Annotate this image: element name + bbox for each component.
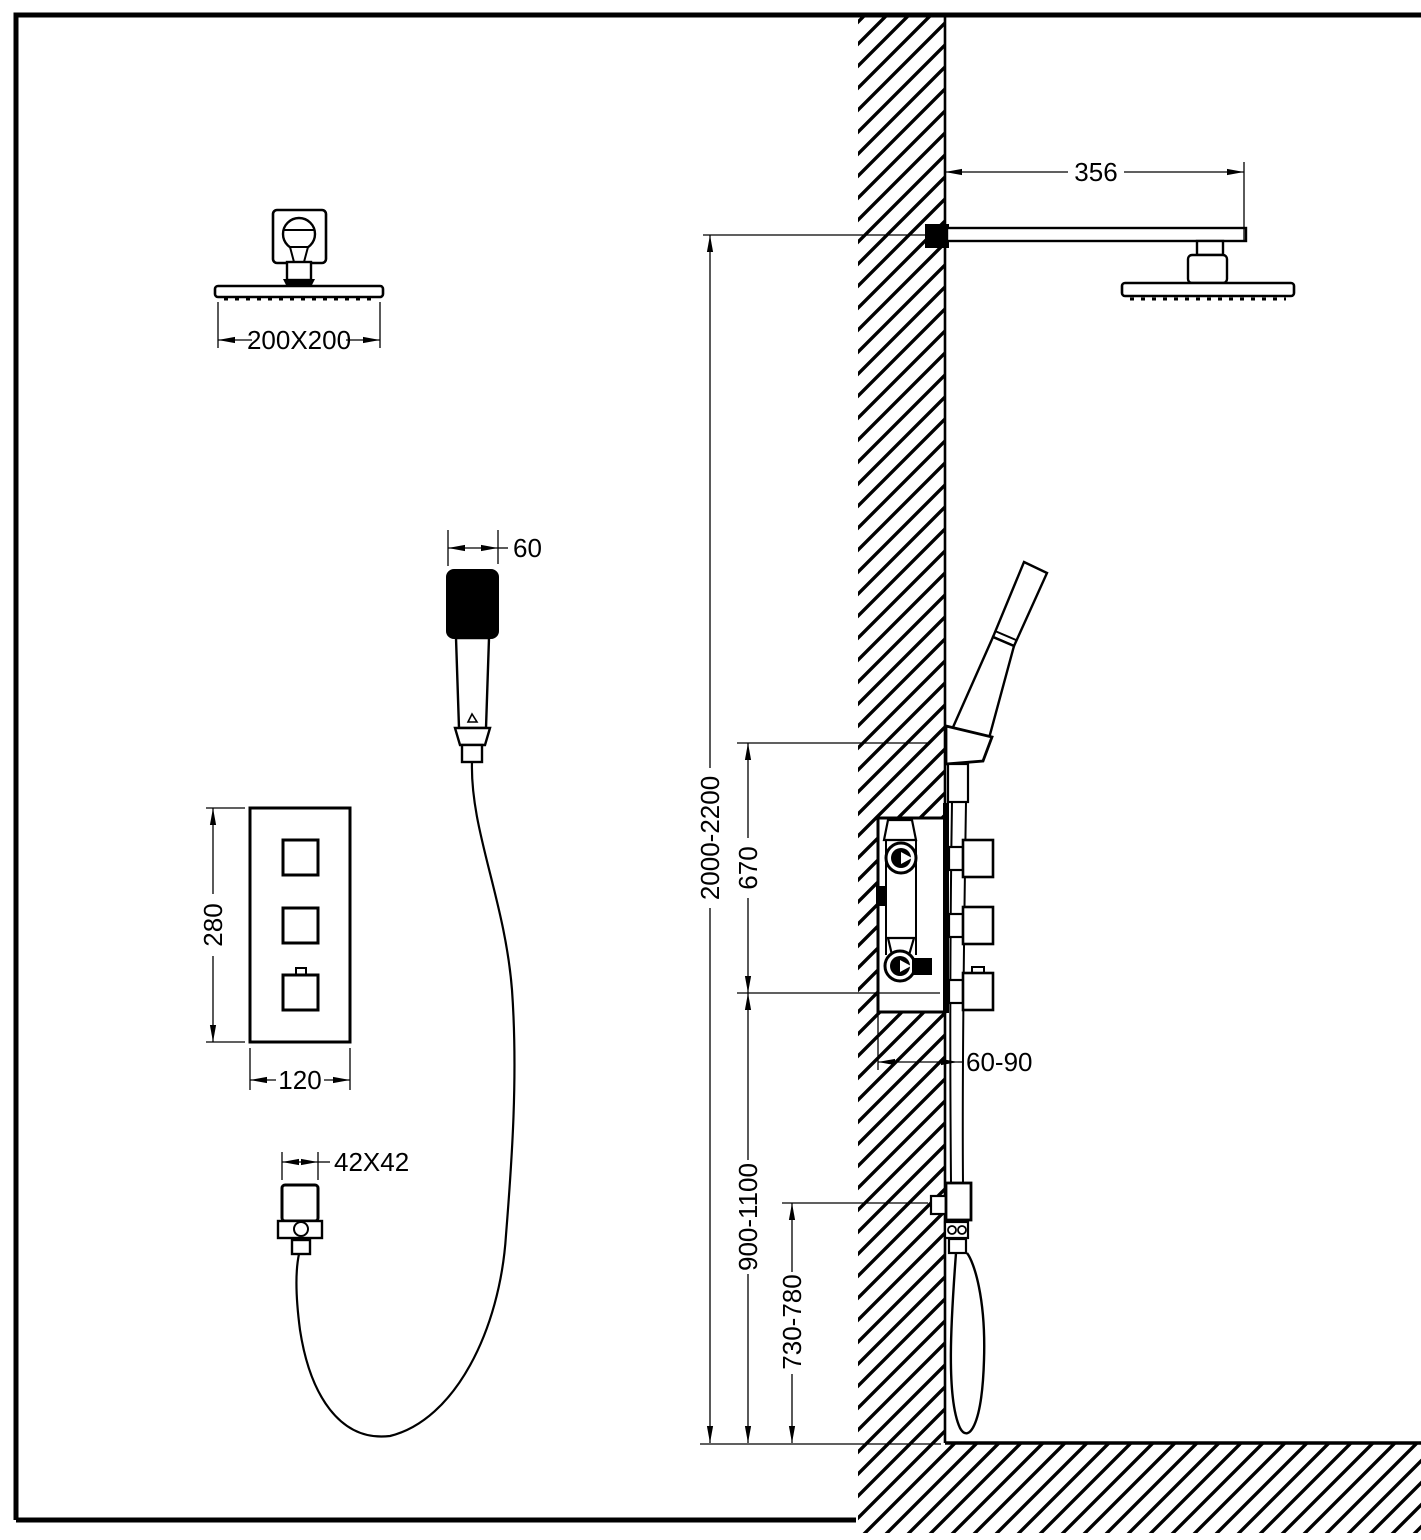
dimension-label-holder-to-valve: 670: [733, 846, 763, 890]
outlet-body-side: [946, 1183, 971, 1220]
knob-top-side: [963, 840, 993, 877]
dimension-label-arm-length: 356: [1074, 157, 1118, 187]
dimension-label-overhead-height: 2000-2200: [695, 775, 725, 901]
ball-joint: [283, 218, 315, 250]
valve-knob-top: [283, 840, 318, 875]
dimension-label-outlet-height: 730-780: [777, 1274, 807, 1370]
hand-shower-side-view: [946, 562, 1047, 1183]
valve-trim-front-view: [250, 808, 350, 1042]
dimension-label-hand-shower-width: 60: [513, 533, 542, 563]
overhead-shower-side-view: [703, 224, 1294, 299]
hanging-hose-loop: [951, 1253, 984, 1433]
dimension-label-overhead-size: 200X200: [246, 325, 352, 355]
valve-top-port: [884, 820, 916, 840]
floor-hatch: [858, 1443, 1421, 1533]
hand-shower-head: [447, 570, 498, 638]
nut-detail: [948, 1226, 956, 1234]
dimension-valve-height: [733, 993, 763, 1443]
dimension-label-panel-height: 280: [198, 903, 228, 947]
holder-hose-coupler: [948, 764, 968, 802]
knob-middle-side: [963, 907, 993, 944]
dimension-label-recess-depth: 60-90: [966, 1047, 1033, 1077]
shower-head-side: [1122, 283, 1294, 296]
valve-side-port: [876, 886, 886, 906]
valve-knob-bottom: [283, 975, 318, 1010]
ball-joint-cone: [290, 247, 308, 262]
hose-nut: [462, 745, 482, 762]
wall-outlet-front-view: [278, 1147, 409, 1254]
valve-side-view: [876, 803, 993, 1013]
outlet-nut-boss: [294, 1222, 308, 1236]
dimension-overhead-height: [695, 235, 725, 1443]
outlet-escutcheon: [282, 1185, 318, 1221]
dimension-overhead-size: [218, 302, 380, 355]
outlet-connector: [292, 1240, 310, 1254]
wall-section: [700, 15, 1421, 1533]
knob-bottom-side: [963, 973, 993, 1010]
shower-arm: [947, 228, 1246, 241]
outlet-connector-side: [949, 1239, 966, 1253]
knob-stem-top: [949, 847, 963, 870]
head-stem-side: [1197, 241, 1223, 255]
nut-detail: [958, 1226, 966, 1234]
valve-outlet-block: [912, 958, 932, 975]
dimension-label-valve-height: 900-1100: [733, 1163, 763, 1271]
head-stem: [287, 262, 311, 280]
valve-knob-middle: [283, 908, 318, 943]
head-ball-joint-side: [1188, 255, 1227, 283]
dimension-label-outlet-size: 42X42: [334, 1147, 410, 1177]
arm-wall-mount: [925, 224, 949, 248]
dimension-label-panel-width: 120: [278, 1065, 322, 1095]
dimension-panel-width: [250, 1048, 350, 1095]
knob-stem-bottom: [949, 980, 963, 1003]
dimension-panel-height: [198, 808, 245, 1042]
handle-coupler: [455, 728, 490, 745]
overhead-shower-front-view: [215, 210, 383, 299]
outlet-wall-nub: [931, 1196, 946, 1214]
shower-head-plate: [215, 286, 383, 297]
knob-stem-middle: [949, 914, 963, 937]
hand-shower-handle-side: [950, 637, 1014, 742]
